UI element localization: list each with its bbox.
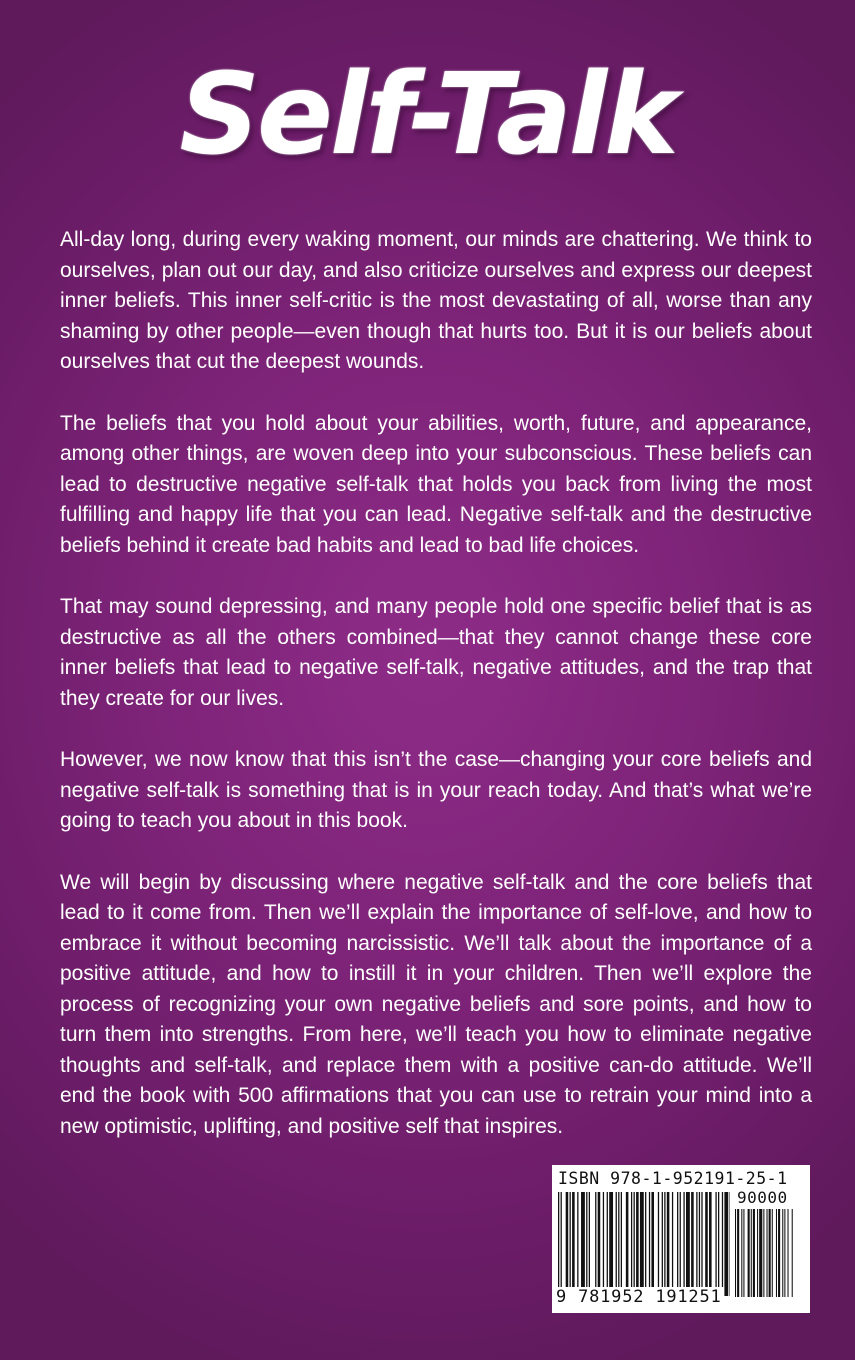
- blurb-paragraph-3: That may sound depressing, and many people hold one specific belief that is as destructive as all the others combined—that they cannot change these core inner beliefs that lead to negative self-talk, negative attitudes, and the trap that they create for our lives.: [60, 595, 812, 710]
- blurb: [60, 225, 812, 1173]
- blurb-paragraph-2: The beliefs that you hold about your abilities, worth, future, and appearance, among other things, are woven deep into your subconscious. These beliefs can lead to destructive negative self-talk that holds you back from living the most fulfilling and happy life that you can lead. Negative self-talk and the destructive beliefs behind it create bad habits and lead to bad life choices.: [60, 411, 812, 557]
- ean-barcode-bars: [558, 1192, 730, 1296]
- isbn-barcode: [552, 1165, 810, 1313]
- blurb-paragraph-1: All-day long, during every waking moment, our minds are chattering. We think to ourselves, plan out our day, and also criticize ourselves and express our deepest inner beliefs. This inner self-critic is the most devastating of all, worse than any shaming by other people—even though that hurts too. But it is our beliefs about ourselves that cut the deepest wounds.: [60, 228, 812, 373]
- price-code: 90000: [737, 1188, 788, 1207]
- isbn-label: ISBN 978-1-952191-25-1: [558, 1169, 788, 1188]
- cover-title: Self-Talk: [179, 50, 676, 180]
- blurb-paragraph-5: We will begin by discussing where negative self-talk and the core beliefs that lead to it come from. Then we’ll explain the importance of self-love, and how to embrace it without becoming narcissistic. We’ll talk about the importance of a positive attitude, and how to instill it in your children. Then we’ll explore the process of recognizing your own negative beliefs and sore points, and how to turn them into strengths. From here, we’ll teach you how to eliminate negative thoughts and self-talk, and replace them with a positive can-do attitude. We’ll end the book with 500 affirmations that you can use to retrain your mind into a new optimistic, uplifting, and positive self that inspires.: [60, 870, 812, 1138]
- ean-digits: 9 781952 191251: [556, 1287, 722, 1307]
- addon-barcode-bars: [735, 1209, 801, 1297]
- blurb-paragraph-4: However, we now know that this isn’t the case—changing your core beliefs and negative self-talk is something that is in your reach today. And that’s what we’re going to teach you about in this book.: [60, 748, 812, 832]
